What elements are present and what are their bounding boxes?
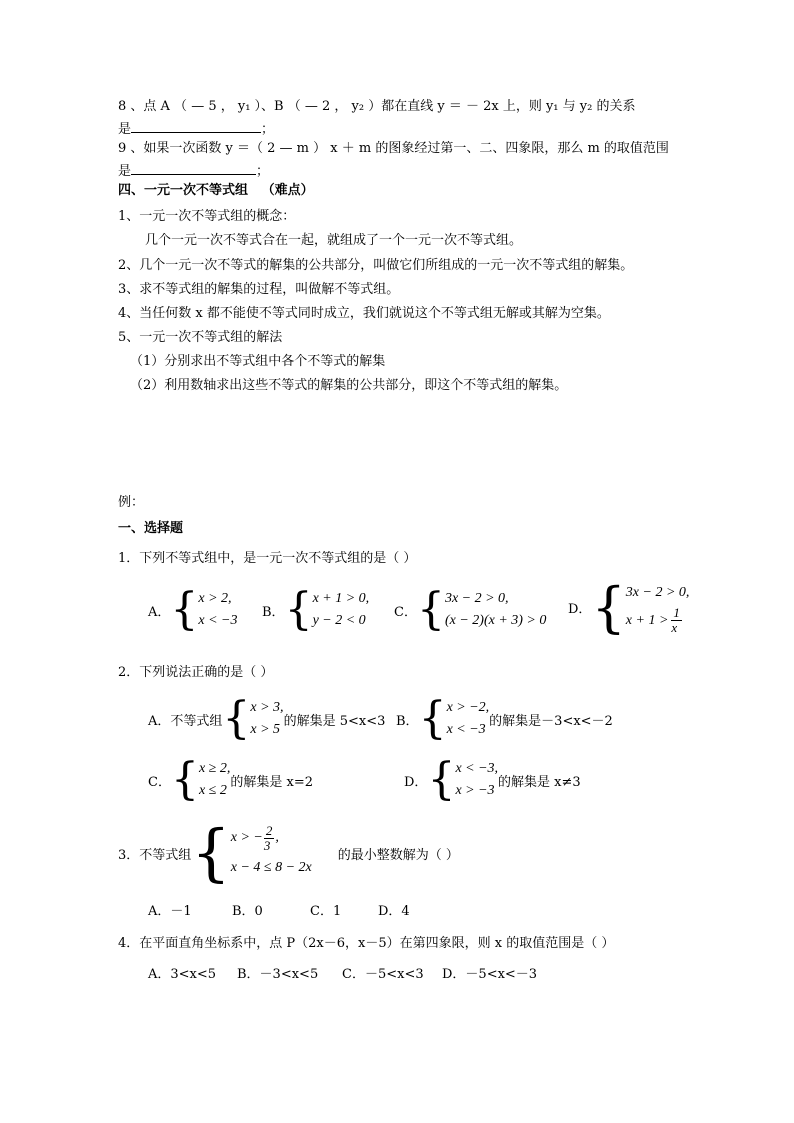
q2-b-ineq2: x < −3	[446, 722, 486, 737]
q2-d-label: D．	[404, 774, 428, 790]
q1-a-ineq2: x < −3	[198, 613, 238, 628]
s4-item-3: 3、求不等式组的解集的过程，叫做解不等式组。	[118, 282, 400, 297]
q3-option-c[interactable]: C．1	[310, 904, 342, 919]
q1-option-d[interactable]	[568, 575, 690, 639]
q2-d-ineq1: x < −3,	[455, 761, 499, 776]
q1-option-a[interactable]	[148, 584, 238, 635]
q8-line1: 8 、点 A （ — 5 ， y₁ ）、B （ — 2 ， y₂ ）都在直线 y ＝ － 2x 上，则 y₁ 与 y₂ 的关系	[118, 99, 636, 114]
q3-ineq1-left: x > −	[230, 830, 263, 845]
q2-c-label: C．	[148, 774, 171, 790]
q1-d-label: D．	[568, 602, 592, 617]
left-brace-icon: {	[191, 816, 231, 889]
q2-c-ineq1: x ≥ 2,	[198, 761, 231, 776]
q4-stem: 4．在平面直角坐标系中，点 P（2x－6，x－5）在第四象限，则 x 的取值范围是（ ）	[118, 936, 615, 951]
q1-d-denominator: x	[671, 620, 678, 635]
q8-answer-blank[interactable]	[131, 119, 261, 133]
q1-c-system	[445, 588, 546, 632]
left-brace-icon: {	[222, 693, 251, 744]
s4-item-5-1: （1）分别求出不等式组中各个不等式的解集	[130, 354, 386, 369]
s4-item-4: 4、当任何数 x 都不能使不等式同时成立，我们就说这个不等式组无解或其解为空集。	[118, 306, 610, 321]
q2-a-tail: 的解集是 5<x<3	[283, 713, 386, 729]
left-brace-icon: {	[170, 584, 199, 635]
q1-d-numerator: 1	[673, 605, 680, 620]
q1-d-fraction	[671, 606, 682, 635]
section4-heading	[118, 182, 314, 200]
q3-fraction	[264, 824, 275, 853]
q8-line2-text: 是	[118, 122, 132, 137]
left-brace-icon: {	[427, 754, 456, 805]
q4-option-c[interactable]: C．－5<x<3	[342, 967, 424, 982]
q2-stem: 2．下列说法正确的是（ ）	[118, 665, 274, 680]
q4-option-d[interactable]: D．－5<x<－3	[442, 967, 538, 982]
q2-b-label: B．	[396, 713, 419, 729]
q3-numerator: 2	[265, 822, 273, 838]
q1-b-ineq2: y − 2 < 0	[312, 613, 366, 628]
q1-c-ineq1: 3x − 2 > 0,	[444, 591, 509, 606]
q1-d-ineq2-left: x + 1 >	[625, 612, 669, 628]
q2-d-tail: 的解集是 x≠3	[498, 774, 581, 790]
section4-tag: （难点）	[261, 183, 314, 198]
q2-c-system	[199, 758, 230, 802]
q1-d-system	[626, 580, 690, 635]
left-brace-icon: {	[284, 584, 313, 635]
q2-option-b[interactable]	[396, 693, 613, 744]
q4-option-b[interactable]: B．－3<x<5	[237, 967, 319, 982]
q2-d-ineq2: x > −3	[455, 783, 495, 798]
example-label: 例：	[118, 495, 145, 510]
q1-stem: 1．下列不等式组中，是一元一次不等式组的是（ ）	[118, 551, 417, 566]
q2-option-c[interactable]	[148, 754, 313, 805]
q2-option-d[interactable]	[404, 754, 581, 805]
q3	[118, 816, 459, 889]
q8-end: ；	[261, 122, 275, 137]
left-brace-icon: {	[416, 584, 445, 635]
q2-b-ineq1: x > −2,	[446, 700, 490, 715]
q2-b-system	[447, 697, 490, 741]
s4-item-5: 5、一元一次不等式组的解法	[118, 330, 283, 345]
q9-end: ；	[256, 164, 270, 179]
q1-c-ineq2: (x − 2)(x + 3) > 0	[444, 613, 547, 628]
s4-item-5-2: （2）利用数轴求出这些不等式的解集的公共部分，即这个不等式组的解集。	[130, 378, 568, 393]
example-section-title: 一、选择题	[118, 521, 184, 536]
q2-a-ineq2: x > 5	[250, 722, 281, 737]
q1-option-c[interactable]	[394, 584, 547, 635]
q3-option-b[interactable]: B．0	[232, 904, 263, 919]
q1-a-ineq1: x > 2,	[198, 591, 232, 606]
q1-d-ineq2	[626, 606, 690, 635]
q3-prefix: 3．不等式组	[118, 847, 192, 863]
q2-a-label: A．不等式组	[148, 713, 223, 729]
left-brace-icon: {	[591, 575, 626, 639]
q9-line2-text: 是	[118, 164, 132, 179]
s4-item-1-detail: 几个一元一次不等式合在一起，就组成了一个一元一次不等式组。	[145, 233, 523, 248]
s4-item-1: 1、一元一次不等式组的概念：	[118, 209, 296, 224]
section4-heading-text: 四、一元一次不等式组	[118, 183, 249, 198]
q9-line2	[118, 161, 269, 181]
q3-option-d[interactable]: D．4	[378, 904, 410, 919]
q2-c-tail: 的解集是 x=2	[230, 774, 313, 790]
q1-c-label: C．	[394, 604, 417, 620]
left-brace-icon: {	[170, 754, 199, 805]
q1-b-system	[313, 588, 370, 632]
q8-line2	[118, 119, 274, 139]
q3-system	[231, 823, 312, 883]
left-brace-icon: {	[418, 693, 447, 744]
q3-ineq2: x − 4 ≤ 8 − 2x	[230, 860, 312, 875]
q1-option-b[interactable]	[262, 584, 370, 635]
q2-a-system	[250, 697, 283, 741]
q9-answer-blank[interactable]	[131, 161, 256, 175]
q3-suffix: 的最小整数解为（ ）	[337, 847, 459, 863]
q2-b-tail: 的解集是－3<x<－2	[489, 713, 613, 729]
q3-option-a[interactable]: A．－1	[148, 904, 192, 919]
q3-denominator: 3	[263, 837, 271, 853]
q1-b-label: B．	[262, 604, 285, 620]
q2-a-ineq1: x > 3,	[250, 700, 284, 715]
s4-item-2: 2、几个一元一次不等式的解集的公共部分，叫做它们所组成的一元一次不等式组的解集。	[118, 258, 634, 273]
q1-a-system	[198, 588, 237, 632]
q1-b-ineq1: x + 1 > 0,	[312, 591, 370, 606]
q9-line1: 9 、如果一次函数 y ＝（ 2 — m ） x ＋ m 的图象经过第一、二、四象限，那么 m 的取值范围	[118, 141, 669, 156]
q1-a-label: A．	[148, 604, 171, 620]
q2-c-ineq2: x ≤ 2	[198, 783, 227, 798]
q4-option-a[interactable]: A．3<x<5	[148, 967, 217, 982]
q2-option-a[interactable]	[148, 693, 386, 744]
q1-d-ineq1: 3x − 2 > 0,	[625, 585, 690, 600]
q3-ineq1	[231, 823, 312, 853]
q3-ineq1-comma: ,	[275, 830, 279, 845]
q2-d-system	[455, 758, 498, 802]
